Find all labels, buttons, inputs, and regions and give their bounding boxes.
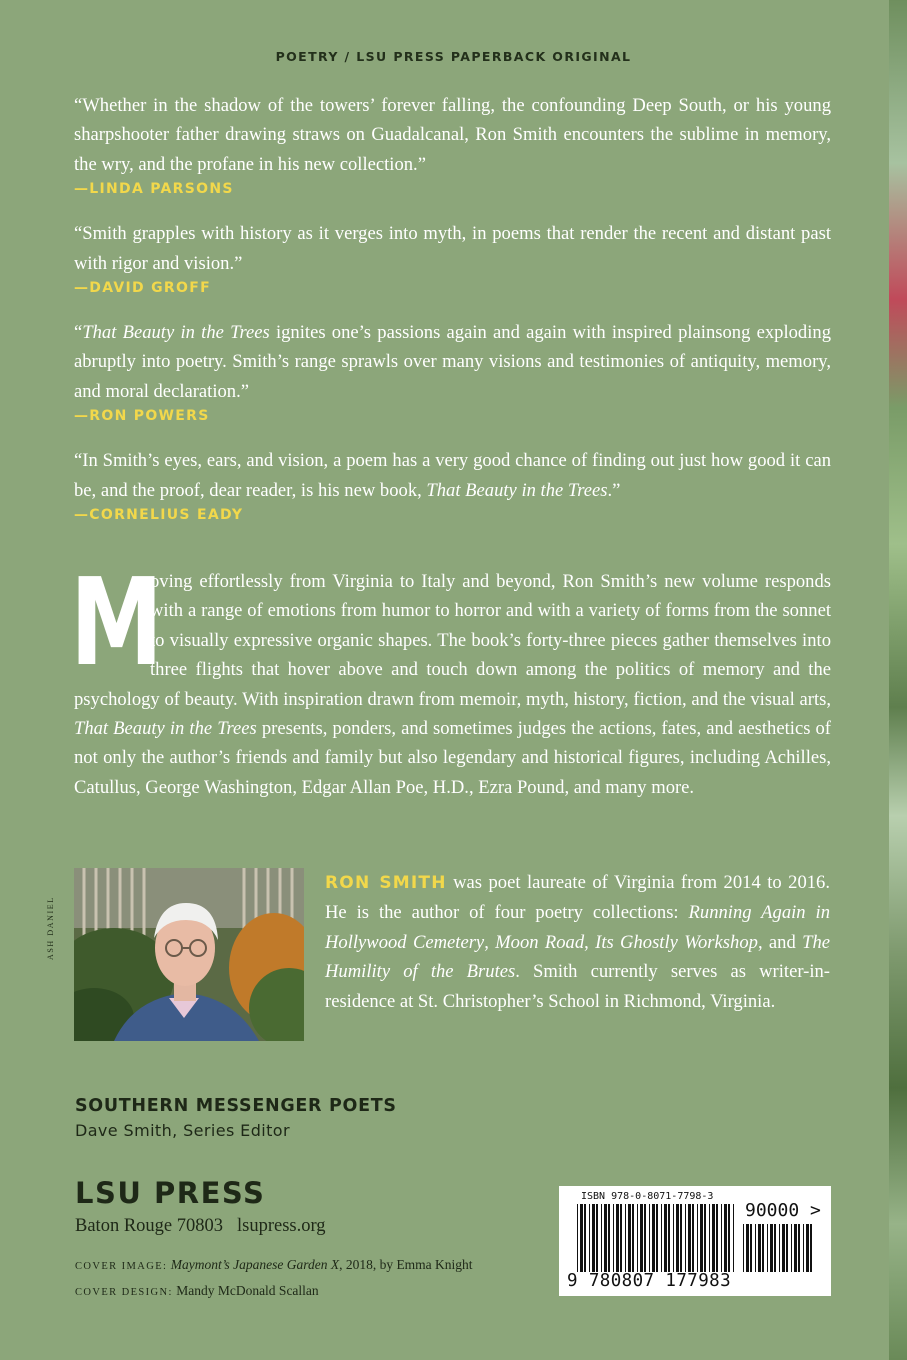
publisher-address: Baton Rouge 70803 lsupress.org: [75, 1216, 326, 1236]
barcode-bar: [596, 1204, 598, 1272]
barcode-bar: [604, 1204, 607, 1272]
barcode-bar: [746, 1224, 749, 1272]
barcode-bar: [577, 1204, 578, 1272]
barcode-bar: [758, 1224, 761, 1272]
cover-art-edge: [889, 0, 907, 1360]
barcode-bar: [762, 1224, 764, 1272]
barcode-bar: [613, 1204, 614, 1272]
drop-cap: M: [70, 554, 164, 693]
publisher: [75, 1176, 340, 1237]
barcode-bar: [721, 1204, 722, 1272]
barcode-bar: [704, 1204, 706, 1272]
barcode-bar: [779, 1224, 780, 1272]
barcode-bar: [664, 1204, 667, 1272]
barcode-bar: [584, 1204, 586, 1272]
barcode-bar: [592, 1204, 595, 1272]
author-bio: RON SMITH was poet laureate of Virginia from 2014 to 2016. He is the author of four poetry collections: Running Again in Hollywood Cemetery, Moon Road, Its Ghostly Workshop, and The Humility of the Brutes. Smith currently serves as writer-in-residence at St. Christopher’s School in Richmond, Virginia.: [325, 872, 830, 1012]
barcode-bar: [743, 1224, 744, 1272]
blurb-author: —CORNELIUS EADY: [74, 507, 244, 524]
barcode-bar: [767, 1224, 768, 1272]
author-name: RON SMITH: [325, 873, 447, 893]
blurbs: [74, 91, 831, 545]
barcode: [559, 1186, 831, 1296]
isbn: ISBN 978-0-8071-7798-3: [581, 1191, 714, 1202]
barcode-bar: [697, 1204, 698, 1272]
barcode-bar: [803, 1224, 804, 1272]
cover-image-credit: COVER IMAGE: Maymont’s Japanese Garden X, 2018, by Emma Knight: [75, 1257, 473, 1272]
barcode-bar: [810, 1224, 812, 1272]
addon-barcode-bars: [743, 1224, 813, 1272]
barcode-bar: [616, 1204, 619, 1272]
barcode-bar: [580, 1204, 583, 1272]
price-code: 90000 >: [745, 1200, 821, 1221]
cover-credits: [75, 1253, 473, 1305]
barcode-bar: [656, 1204, 658, 1272]
barcode-bar: [782, 1224, 785, 1272]
blurb-author: —RON POWERS: [74, 408, 210, 425]
barcode-bar: [728, 1204, 730, 1272]
series-title: SOUTHERN MESSENGER POETS: [75, 1096, 397, 1116]
barcode-bar: [786, 1224, 788, 1272]
barcode-bar: [794, 1224, 797, 1272]
barcode-bar: [750, 1224, 752, 1272]
blurb-author: —LINDA PARSONS: [74, 181, 234, 198]
blurb-quote: “In Smith’s eyes, ears, and vision, a poem has a very good chance of finding out just how good it can be, and the proof, dear reader, is his new book, That Beauty in the Trees.”: [74, 450, 831, 501]
ean-barcode-bars: [577, 1204, 737, 1272]
barcode-bar: [668, 1204, 670, 1272]
category-line: POETRY / LSU PRESS PAPERBACK ORIGINAL: [275, 49, 632, 64]
barcode-bar: [673, 1204, 674, 1272]
barcode-bar: [680, 1204, 682, 1272]
blurb-quote: “That Beauty in the Trees ignites one’s passions again and again with inspired plainsong exploding abruptly into poetry. Smith’s range sprawls over many visions and testimonies of antiquity, memory, and moral declaration.”: [74, 322, 831, 402]
barcode-digits: 9 780807 177983: [567, 1271, 732, 1291]
publisher-name: LSU PRESS: [75, 1176, 266, 1210]
barcode-bar: [755, 1224, 756, 1272]
barcode-bar: [709, 1204, 710, 1272]
barcode-bar: [716, 1204, 718, 1272]
blurb: [74, 91, 831, 197]
photo-credit: ASH DANIEL: [46, 896, 55, 960]
barcode-bar: [652, 1204, 655, 1272]
barcode-bar: [791, 1224, 792, 1272]
barcode-bar: [798, 1224, 800, 1272]
barcode-bar: [733, 1204, 734, 1272]
barcode-bar: [620, 1204, 622, 1272]
blurb: [74, 219, 831, 296]
barcode-bar: [661, 1204, 662, 1272]
blurb-author: —DAVID GROFF: [74, 280, 211, 297]
barcode-bar: [640, 1204, 643, 1272]
blurb-quote: “Whether in the shadow of the towers’ forever falling, the confounding Deep South, or his young sharpshooter father drawing straws on Guadalcanal, Ron Smith encounters the sublime in memory, the wry, and the profane in his new collection.”: [74, 95, 831, 175]
barcode-bar: [806, 1224, 809, 1272]
author-photo: [74, 868, 304, 1041]
barcode-bar: [770, 1224, 773, 1272]
barcode-bar: [628, 1204, 631, 1272]
cover-design-credit: COVER DESIGN: Mandy McDonald Scallan: [75, 1283, 319, 1298]
series-info: [75, 1096, 397, 1140]
barcode-bar: [712, 1204, 715, 1272]
blurb-quote: “Smith grapples with history as it verges into myth, in poems that render the recent and distant past with rigor and vision.”: [74, 223, 831, 274]
blurb: [74, 318, 831, 424]
barcode-bar: [774, 1224, 776, 1272]
publisher-url: lsupress.org: [237, 1216, 326, 1236]
barcode-bar: [649, 1204, 650, 1272]
barcode-bar: [685, 1204, 686, 1272]
barcode-bar: [601, 1204, 602, 1272]
barcode-bar: [637, 1204, 638, 1272]
barcode-bar: [700, 1204, 703, 1272]
barcode-bar: [625, 1204, 626, 1272]
blurb: [74, 446, 831, 523]
book-description: M oving effortlessly from Virginia to Italy and beyond, Ron Smith’s new volume responds with a range of emotions from humor to horror and with a variety of forms from the sonnet to visually expressive organic shapes. The book’s forty-three pieces gather themselves into three flights that hover above and touch down among the politics of memory and the psychology of beauty. With inspiration drawn from memoir, myth, history, fiction, and the visual arts, That Beauty in the Trees presents, ponders, and sometimes judges the actions, fates, and aesthetics of not only the author’s friends and family but also legendary and historical figures, including Achilles, Catullus, George Washington, Edgar Allan Poe, H.D., Ezra Pound, and many more.: [70, 554, 831, 798]
barcode-bar: [724, 1204, 727, 1272]
series-editor: Dave Smith, Series Editor: [75, 1121, 290, 1140]
barcode-bar: [676, 1204, 679, 1272]
barcode-bar: [692, 1204, 694, 1272]
barcode-bar: [608, 1204, 610, 1272]
barcode-bar: [644, 1204, 646, 1272]
barcode-bar: [688, 1204, 691, 1272]
barcode-bar: [589, 1204, 590, 1272]
barcode-bar: [632, 1204, 634, 1272]
